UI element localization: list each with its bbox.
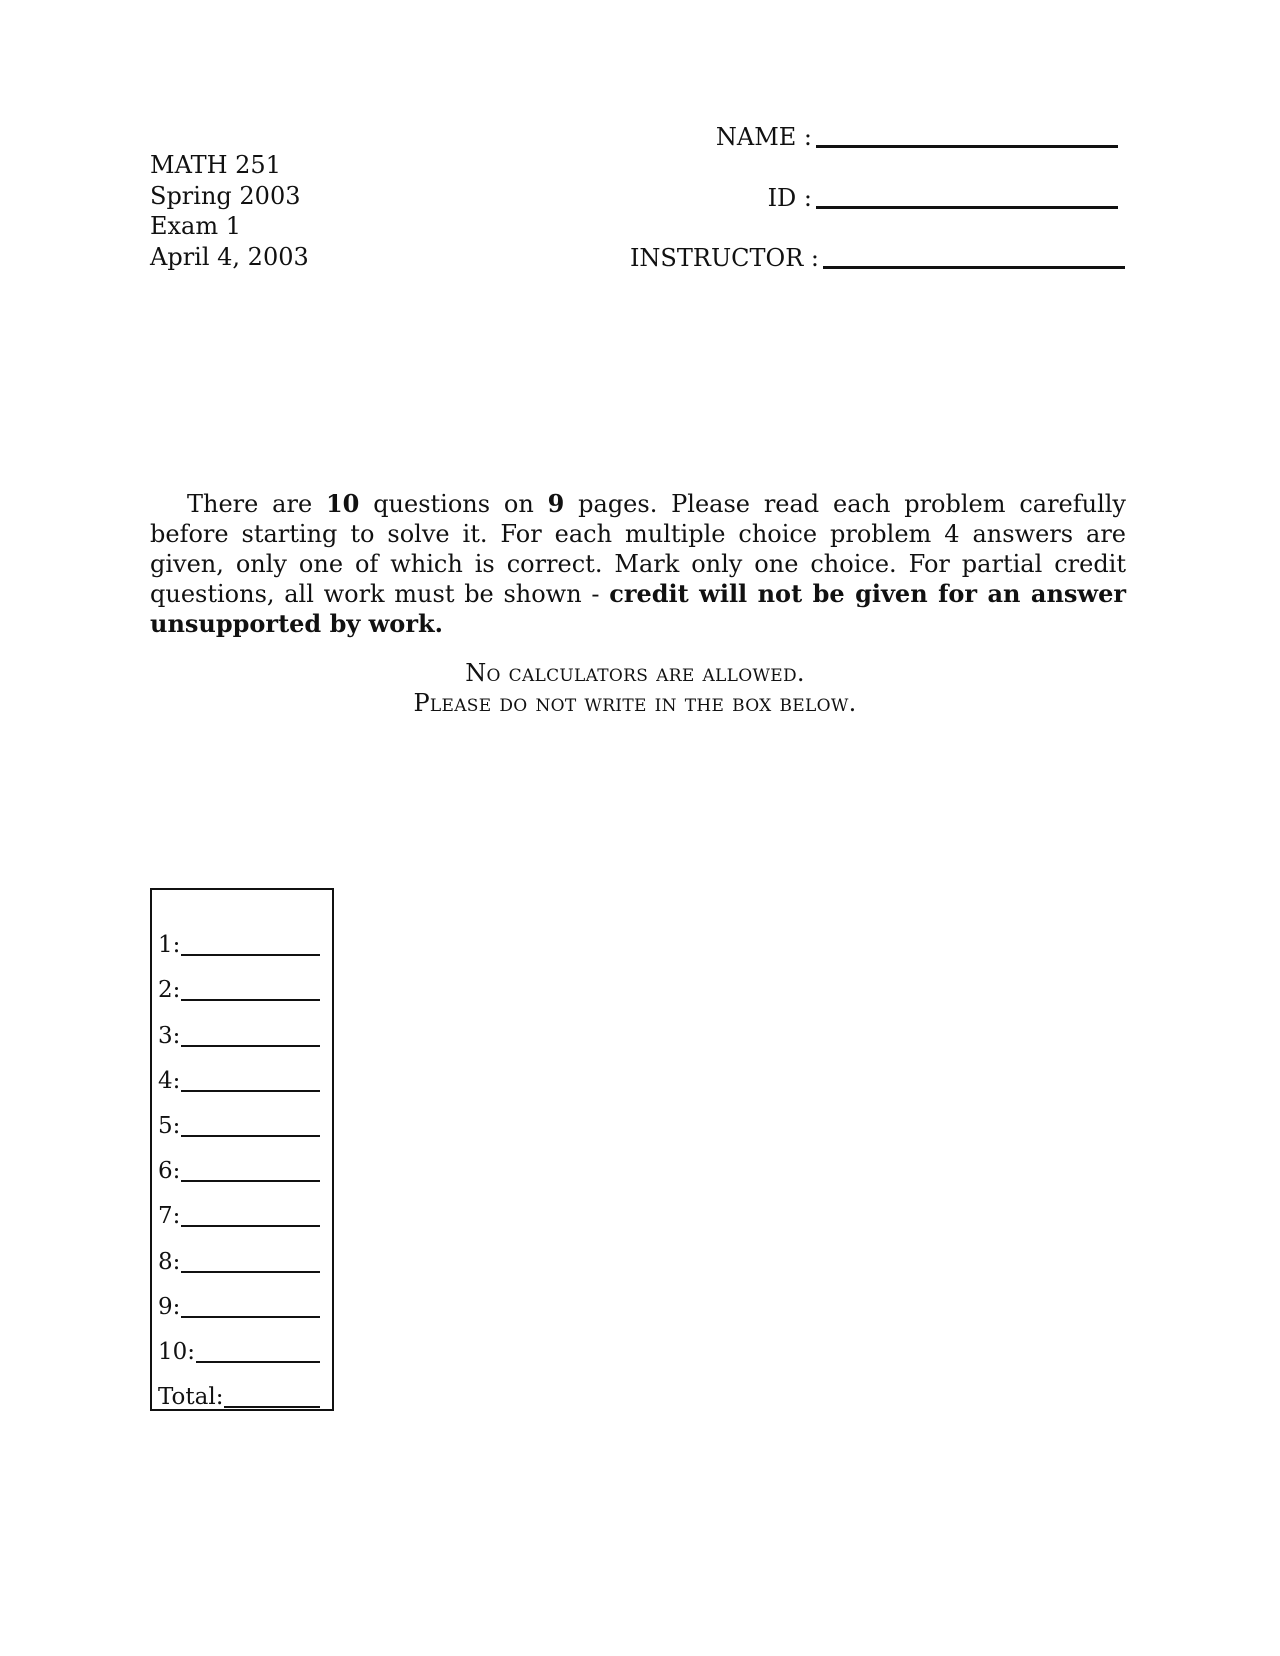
score-blank xyxy=(196,1361,320,1363)
instructions-text-1: There are xyxy=(187,490,326,518)
name-field[interactable] xyxy=(716,123,1118,151)
score-label: 6: xyxy=(158,1158,181,1185)
instructor-label: INSTRUCTOR : xyxy=(629,244,819,272)
score-label: 2: xyxy=(158,977,181,1004)
score-blank xyxy=(181,1180,320,1182)
instructor-blank[interactable] xyxy=(823,266,1125,269)
name-blank[interactable] xyxy=(816,145,1118,148)
score-label: 10: xyxy=(158,1338,196,1365)
instructions-text-3: pages. Please read each problem carefully before starting to solve it. For each multiple choice problem 4 answers are given, only one of which is correct. Mark only one choice. For partial credit questions, all work must be shown - xyxy=(150,490,1126,608)
score-blank xyxy=(181,1045,320,1047)
score-blank xyxy=(181,1271,320,1273)
score-blank xyxy=(181,1316,320,1318)
score-label: 9: xyxy=(158,1293,181,1320)
score-label: 5: xyxy=(158,1112,181,1139)
total-label: Total: xyxy=(158,1384,224,1411)
score-blank xyxy=(181,1090,320,1092)
exam-date: April 4, 2003 xyxy=(150,242,309,271)
score-row-6 xyxy=(152,1139,332,1184)
score-label: 3: xyxy=(158,1022,181,1049)
id-blank[interactable] xyxy=(816,206,1118,209)
name-label: NAME : xyxy=(715,123,812,151)
score-blank xyxy=(181,954,320,956)
course-info xyxy=(150,150,309,272)
score-blank xyxy=(181,999,320,1001)
exam-title: Exam 1 xyxy=(150,212,242,240)
instructions-text-2: questions on xyxy=(359,490,548,518)
score-row-8 xyxy=(152,1229,332,1274)
credit-warning: credit will not be given for an answer unsupported by work. xyxy=(150,579,1127,638)
score-label: 4: xyxy=(158,1067,181,1094)
instructor-field[interactable] xyxy=(630,244,1125,272)
course-term: Spring 2003 xyxy=(150,181,301,210)
id-label: ID : xyxy=(767,184,812,212)
score-row-3 xyxy=(152,1003,332,1048)
score-row-5 xyxy=(152,1094,332,1139)
score-box xyxy=(150,888,334,1411)
instructions-paragraph xyxy=(150,489,1126,639)
score-blank xyxy=(181,1225,320,1227)
do-not-write-note: Please do not write in the box below. xyxy=(413,689,857,717)
score-row-4 xyxy=(152,1049,332,1094)
score-label: 7: xyxy=(158,1203,181,1230)
score-row-9 xyxy=(152,1275,332,1320)
score-row-1 xyxy=(152,913,332,958)
exam-notes xyxy=(0,658,1270,718)
page-count: 9 xyxy=(547,489,565,518)
score-row-total xyxy=(152,1365,332,1410)
no-calculators-note: No calculators are allowed. xyxy=(465,659,805,687)
id-field[interactable] xyxy=(768,184,1118,212)
total-blank xyxy=(224,1406,320,1408)
score-row-7 xyxy=(152,1184,332,1229)
score-row-2 xyxy=(152,958,332,1003)
score-blank xyxy=(181,1135,320,1137)
score-label: 1: xyxy=(158,932,181,959)
score-row-10 xyxy=(152,1320,332,1365)
question-count: 10 xyxy=(325,489,360,518)
score-label: 8: xyxy=(158,1248,181,1275)
course-code: MATH 251 xyxy=(150,151,281,179)
